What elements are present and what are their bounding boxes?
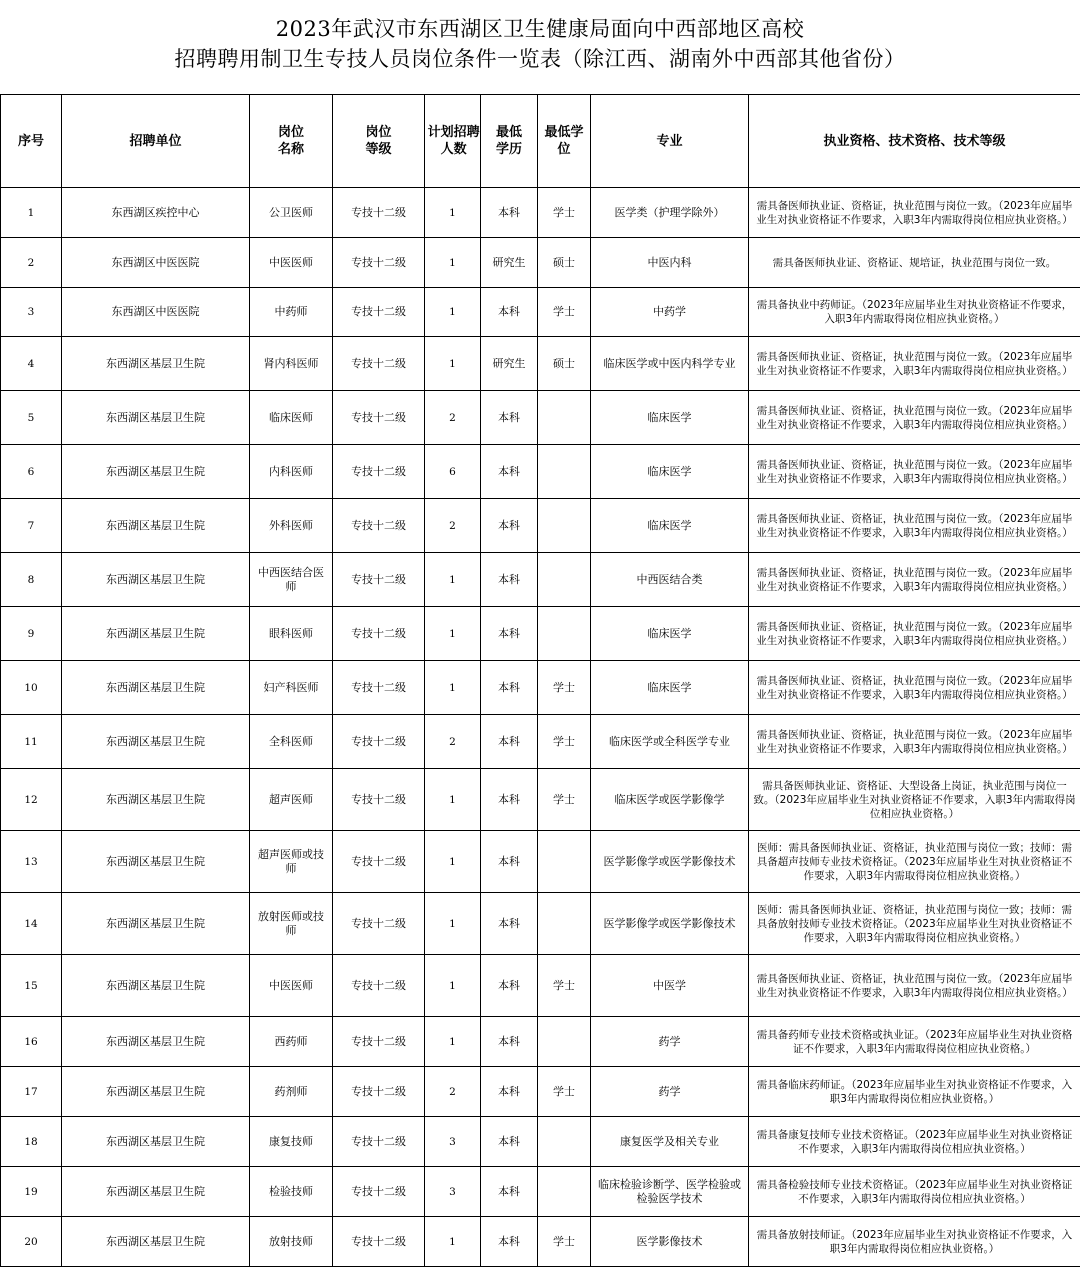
edu-cell: 本科 <box>481 553 538 607</box>
row-number: 4 <box>1 337 62 391</box>
cert-cell: 需具备医师执业证、资格证、规培证，执业范围与岗位一致。 <box>749 238 1080 288</box>
post-cell: 超声医师 <box>250 769 333 831</box>
row-number: 18 <box>1 1117 62 1167</box>
major-cell: 中医学 <box>591 955 749 1017</box>
row-number: 11 <box>1 715 62 769</box>
degree-cell: 学士 <box>538 188 591 238</box>
count-cell: 2 <box>425 1067 481 1117</box>
post-cell: 康复技师 <box>250 1117 333 1167</box>
table-body <box>1 188 1080 1267</box>
level-cell: 专技十二级 <box>333 661 425 715</box>
table-row <box>1 445 1080 499</box>
degree-cell <box>538 553 591 607</box>
degree-cell: 学士 <box>538 661 591 715</box>
cert-cell: 需具备医师执业证、资格证，执业范围与岗位一致。（2023年应届毕业生对执业资格证不作要求，入职3年内需取得岗位相应执业资格。） <box>749 661 1080 715</box>
count-cell: 2 <box>425 499 481 553</box>
table-row <box>1 188 1080 238</box>
level-cell: 专技十二级 <box>333 391 425 445</box>
post-cell: 全科医师 <box>250 715 333 769</box>
level-cell: 专技十二级 <box>333 1217 425 1267</box>
level-cell: 专技十二级 <box>333 1167 425 1217</box>
header-no: 序号 <box>1 95 62 188</box>
table-row <box>1 337 1080 391</box>
post-cell: 放射技师 <box>250 1217 333 1267</box>
row-number: 19 <box>1 1167 62 1217</box>
degree-cell <box>538 893 591 955</box>
level-cell: 专技十二级 <box>333 445 425 499</box>
cert-cell: 需具备康复技师专业技术资格证。（2023年应届毕业生对执业资格证不作要求，入职3年内需取得岗位相应执业资格。） <box>749 1117 1080 1167</box>
post-cell: 超声医师或技师 <box>250 831 333 893</box>
cert-cell: 需具备医师执业证、资格证，执业范围与岗位一致。（2023年应届毕业生对执业资格证不作要求，入职3年内需取得岗位相应执业资格。） <box>749 391 1080 445</box>
edu-cell: 本科 <box>481 445 538 499</box>
cert-cell: 医师：需具备医师执业证、资格证，执业范围与岗位一致；技师：需具备放射技师专业技术资格证。（2023年应届毕业生对执业资格证不作要求，入职3年内需取得岗位相应执业资格。） <box>749 893 1080 955</box>
header-cert: 执业资格、技术资格、技术等级 <box>749 95 1080 188</box>
count-cell: 1 <box>425 893 481 955</box>
cert-cell: 需具备医师执业证、资格证，执业范围与岗位一致。（2023年应届毕业生对执业资格证不作要求，入职3年内需取得岗位相应执业资格。） <box>749 955 1080 1017</box>
table-row <box>1 553 1080 607</box>
degree-cell <box>538 607 591 661</box>
row-number: 3 <box>1 288 62 337</box>
major-cell: 中药学 <box>591 288 749 337</box>
post-cell: 公卫医师 <box>250 188 333 238</box>
level-cell: 专技十二级 <box>333 188 425 238</box>
degree-cell: 硕士 <box>538 238 591 288</box>
edu-cell: 本科 <box>481 1017 538 1067</box>
major-cell: 医学影像技术 <box>591 1217 749 1267</box>
count-cell: 1 <box>425 238 481 288</box>
level-cell: 专技十二级 <box>333 337 425 391</box>
major-cell: 医学影像学或医学影像技术 <box>591 831 749 893</box>
major-cell: 药学 <box>591 1017 749 1067</box>
edu-cell: 本科 <box>481 499 538 553</box>
count-cell: 1 <box>425 1217 481 1267</box>
post-cell: 外科医师 <box>250 499 333 553</box>
count-cell: 1 <box>425 288 481 337</box>
table-row <box>1 715 1080 769</box>
table-row <box>1 1117 1080 1167</box>
post-cell: 眼科医师 <box>250 607 333 661</box>
level-cell: 专技十二级 <box>333 893 425 955</box>
post-cell: 中西医结合医师 <box>250 553 333 607</box>
major-cell: 临床医学或中医内科学专业 <box>591 337 749 391</box>
degree-cell <box>538 499 591 553</box>
table-row <box>1 288 1080 337</box>
row-number: 9 <box>1 607 62 661</box>
level-cell: 专技十二级 <box>333 238 425 288</box>
unit-cell: 东西湖区基层卫生院 <box>62 769 250 831</box>
unit-cell: 东西湖区基层卫生院 <box>62 391 250 445</box>
edu-cell: 本科 <box>481 715 538 769</box>
edu-cell: 本科 <box>481 893 538 955</box>
degree-cell <box>538 445 591 499</box>
cert-cell: 需具备医师执业证、资格证，执业范围与岗位一致。（2023年应届毕业生对执业资格证不作要求，入职3年内需取得岗位相应执业资格。） <box>749 188 1080 238</box>
table-row <box>1 893 1080 955</box>
row-number: 14 <box>1 893 62 955</box>
level-cell: 专技十二级 <box>333 1067 425 1117</box>
title-line-1: 2023年武汉市东西湖区卫生健康局面向中西部地区高校 <box>0 14 1080 44</box>
degree-cell: 学士 <box>538 288 591 337</box>
major-cell: 医学影像学或医学影像技术 <box>591 893 749 955</box>
edu-cell: 本科 <box>481 1167 538 1217</box>
level-cell: 专技十二级 <box>333 955 425 1017</box>
post-cell: 中药师 <box>250 288 333 337</box>
cert-cell: 需具备医师执业证、资格证，执业范围与岗位一致。（2023年应届毕业生对执业资格证不作要求，入职3年内需取得岗位相应执业资格。） <box>749 607 1080 661</box>
unit-cell: 东西湖区基层卫生院 <box>62 1217 250 1267</box>
unit-cell: 东西湖区中医医院 <box>62 238 250 288</box>
level-cell: 专技十二级 <box>333 499 425 553</box>
header-level: 岗位等级 <box>333 95 425 188</box>
edu-cell: 本科 <box>481 391 538 445</box>
unit-cell: 东西湖区基层卫生院 <box>62 445 250 499</box>
degree-cell <box>538 391 591 445</box>
table-row <box>1 238 1080 288</box>
cert-cell: 需具备医师执业证、资格证，执业范围与岗位一致。（2023年应届毕业生对执业资格证不作要求，入职3年内需取得岗位相应执业资格。） <box>749 553 1080 607</box>
cert-cell: 需具备药师专业技术资格或执业证。（2023年应届毕业生对执业资格证不作要求，入职3年内需取得岗位相应执业资格。） <box>749 1017 1080 1067</box>
count-cell: 2 <box>425 391 481 445</box>
header-count: 计划招聘人数 <box>425 95 481 188</box>
level-cell: 专技十二级 <box>333 831 425 893</box>
edu-cell: 本科 <box>481 607 538 661</box>
table-row <box>1 1167 1080 1217</box>
table-row <box>1 499 1080 553</box>
header-unit: 招聘单位 <box>62 95 250 188</box>
count-cell: 1 <box>425 955 481 1017</box>
header-major: 专业 <box>591 95 749 188</box>
header-edu: 最低学历 <box>481 95 538 188</box>
major-cell: 临床医学或医学影像学 <box>591 769 749 831</box>
count-cell: 1 <box>425 337 481 391</box>
degree-cell: 学士 <box>538 715 591 769</box>
cert-cell: 需具备检验技师专业技术资格证。（2023年应届毕业生对执业资格证不作要求，入职3年内需取得岗位相应执业资格。） <box>749 1167 1080 1217</box>
row-number: 7 <box>1 499 62 553</box>
level-cell: 专技十二级 <box>333 769 425 831</box>
table-row <box>1 1017 1080 1067</box>
unit-cell: 东西湖区基层卫生院 <box>62 337 250 391</box>
row-number: 12 <box>1 769 62 831</box>
level-cell: 专技十二级 <box>333 1017 425 1067</box>
cert-cell: 需具备医师执业证、资格证，执业范围与岗位一致。（2023年应届毕业生对执业资格证不作要求，入职3年内需取得岗位相应执业资格。） <box>749 715 1080 769</box>
post-cell: 检验技师 <box>250 1167 333 1217</box>
degree-cell: 学士 <box>538 1067 591 1117</box>
post-cell: 临床医师 <box>250 391 333 445</box>
unit-cell: 东西湖区基层卫生院 <box>62 661 250 715</box>
major-cell: 临床医学 <box>591 499 749 553</box>
level-cell: 专技十二级 <box>333 1117 425 1167</box>
post-cell: 西药师 <box>250 1017 333 1067</box>
table-row <box>1 1217 1080 1267</box>
cert-cell: 需具备临床药师证。（2023年应届毕业生对执业资格证不作要求，入职3年内需取得岗位相应执业资格。） <box>749 1067 1080 1117</box>
degree-cell: 学士 <box>538 1217 591 1267</box>
degree-cell: 硕士 <box>538 337 591 391</box>
row-number: 16 <box>1 1017 62 1067</box>
cert-cell: 需具备医师执业证、资格证，执业范围与岗位一致。（2023年应届毕业生对执业资格证不作要求，入职3年内需取得岗位相应执业资格。） <box>749 337 1080 391</box>
unit-cell: 东西湖区基层卫生院 <box>62 831 250 893</box>
degree-cell <box>538 1167 591 1217</box>
unit-cell: 东西湖区基层卫生院 <box>62 607 250 661</box>
count-cell: 2 <box>425 715 481 769</box>
table-row <box>1 391 1080 445</box>
table-row <box>1 1067 1080 1117</box>
count-cell: 1 <box>425 188 481 238</box>
count-cell: 6 <box>425 445 481 499</box>
major-cell: 药学 <box>591 1067 749 1117</box>
table-row <box>1 661 1080 715</box>
level-cell: 专技十二级 <box>333 553 425 607</box>
degree-cell: 学士 <box>538 769 591 831</box>
table-row <box>1 769 1080 831</box>
row-number: 6 <box>1 445 62 499</box>
header-post: 岗位名称 <box>250 95 333 188</box>
table-row <box>1 955 1080 1017</box>
edu-cell: 本科 <box>481 831 538 893</box>
row-number: 13 <box>1 831 62 893</box>
unit-cell: 东西湖区基层卫生院 <box>62 1067 250 1117</box>
table-row <box>1 607 1080 661</box>
major-cell: 临床医学 <box>591 661 749 715</box>
count-cell: 1 <box>425 831 481 893</box>
document-title <box>0 0 1080 92</box>
row-number: 5 <box>1 391 62 445</box>
major-cell: 中医内科 <box>591 238 749 288</box>
cert-cell: 需具备医师执业证、资格证、大型设备上岗证，执业范围与岗位一致。（2023年应届毕业生对执业资格证不作要求，入职3年内需取得岗位相应执业资格。） <box>749 769 1080 831</box>
post-cell: 妇产科医师 <box>250 661 333 715</box>
degree-cell <box>538 1017 591 1067</box>
major-cell: 临床医学 <box>591 391 749 445</box>
edu-cell: 本科 <box>481 1067 538 1117</box>
cert-cell: 需具备医师执业证、资格证，执业范围与岗位一致。（2023年应届毕业生对执业资格证不作要求，入职3年内需取得岗位相应执业资格。） <box>749 499 1080 553</box>
cert-cell: 需具备医师执业证、资格证，执业范围与岗位一致。（2023年应届毕业生对执业资格证不作要求，入职3年内需取得岗位相应执业资格。） <box>749 445 1080 499</box>
cert-cell: 需具备放射技师证。（2023年应届毕业生对执业资格证不作要求，入职3年内需取得岗位相应执业资格。） <box>749 1217 1080 1267</box>
major-cell: 康复医学及相关专业 <box>591 1117 749 1167</box>
major-cell: 临床医学 <box>591 445 749 499</box>
post-cell: 肾内科医师 <box>250 337 333 391</box>
level-cell: 专技十二级 <box>333 607 425 661</box>
unit-cell: 东西湖区基层卫生院 <box>62 499 250 553</box>
unit-cell: 东西湖区疾控中心 <box>62 188 250 238</box>
major-cell: 临床检验诊断学、医学检验或检验医学技术 <box>591 1167 749 1217</box>
major-cell: 临床医学或全科医学专业 <box>591 715 749 769</box>
edu-cell: 本科 <box>481 188 538 238</box>
level-cell: 专技十二级 <box>333 715 425 769</box>
post-cell: 中医医师 <box>250 238 333 288</box>
count-cell: 3 <box>425 1167 481 1217</box>
unit-cell: 东西湖区基层卫生院 <box>62 715 250 769</box>
edu-cell: 本科 <box>481 661 538 715</box>
unit-cell: 东西湖区基层卫生院 <box>62 1167 250 1217</box>
count-cell: 1 <box>425 769 481 831</box>
post-cell: 内科医师 <box>250 445 333 499</box>
major-cell: 临床医学 <box>591 607 749 661</box>
edu-cell: 本科 <box>481 288 538 337</box>
count-cell: 3 <box>425 1117 481 1167</box>
edu-cell: 研究生 <box>481 337 538 391</box>
row-number: 20 <box>1 1217 62 1267</box>
count-cell: 1 <box>425 661 481 715</box>
degree-cell <box>538 1117 591 1167</box>
degree-cell <box>538 831 591 893</box>
post-cell: 中医医师 <box>250 955 333 1017</box>
positions-table <box>0 94 1080 1267</box>
count-cell: 1 <box>425 607 481 661</box>
edu-cell: 本科 <box>481 769 538 831</box>
table-header-row <box>1 95 1080 188</box>
row-number: 2 <box>1 238 62 288</box>
count-cell: 1 <box>425 553 481 607</box>
unit-cell: 东西湖区基层卫生院 <box>62 553 250 607</box>
row-number: 8 <box>1 553 62 607</box>
degree-cell: 学士 <box>538 955 591 1017</box>
row-number: 17 <box>1 1067 62 1117</box>
edu-cell: 研究生 <box>481 238 538 288</box>
post-cell: 放射医师或技师 <box>250 893 333 955</box>
cert-cell: 医师：需具备医师执业证、资格证，执业范围与岗位一致；技师：需具备超声技师专业技术资格证。（2023年应届毕业生对执业资格证不作要求，入职3年内需取得岗位相应执业资格。） <box>749 831 1080 893</box>
count-cell: 1 <box>425 1017 481 1067</box>
major-cell: 医学类（护理学除外） <box>591 188 749 238</box>
level-cell: 专技十二级 <box>333 288 425 337</box>
row-number: 1 <box>1 188 62 238</box>
unit-cell: 东西湖区基层卫生院 <box>62 1117 250 1167</box>
post-cell: 药剂师 <box>250 1067 333 1117</box>
header-degree: 最低学位 <box>538 95 591 188</box>
unit-cell: 东西湖区基层卫生院 <box>62 955 250 1017</box>
unit-cell: 东西湖区中医医院 <box>62 288 250 337</box>
row-number: 15 <box>1 955 62 1017</box>
unit-cell: 东西湖区基层卫生院 <box>62 893 250 955</box>
unit-cell: 东西湖区基层卫生院 <box>62 1017 250 1067</box>
cert-cell: 需具备执业中药师证。（2023年应届毕业生对执业资格证不作要求，入职3年内需取得岗位相应执业资格。） <box>749 288 1080 337</box>
edu-cell: 本科 <box>481 955 538 1017</box>
row-number: 10 <box>1 661 62 715</box>
edu-cell: 本科 <box>481 1217 538 1267</box>
table-row <box>1 831 1080 893</box>
edu-cell: 本科 <box>481 1117 538 1167</box>
title-line-2: 招聘聘用制卫生专技人员岗位条件一览表（除江西、湖南外中西部其他省份） <box>0 44 1080 74</box>
major-cell: 中西医结合类 <box>591 553 749 607</box>
